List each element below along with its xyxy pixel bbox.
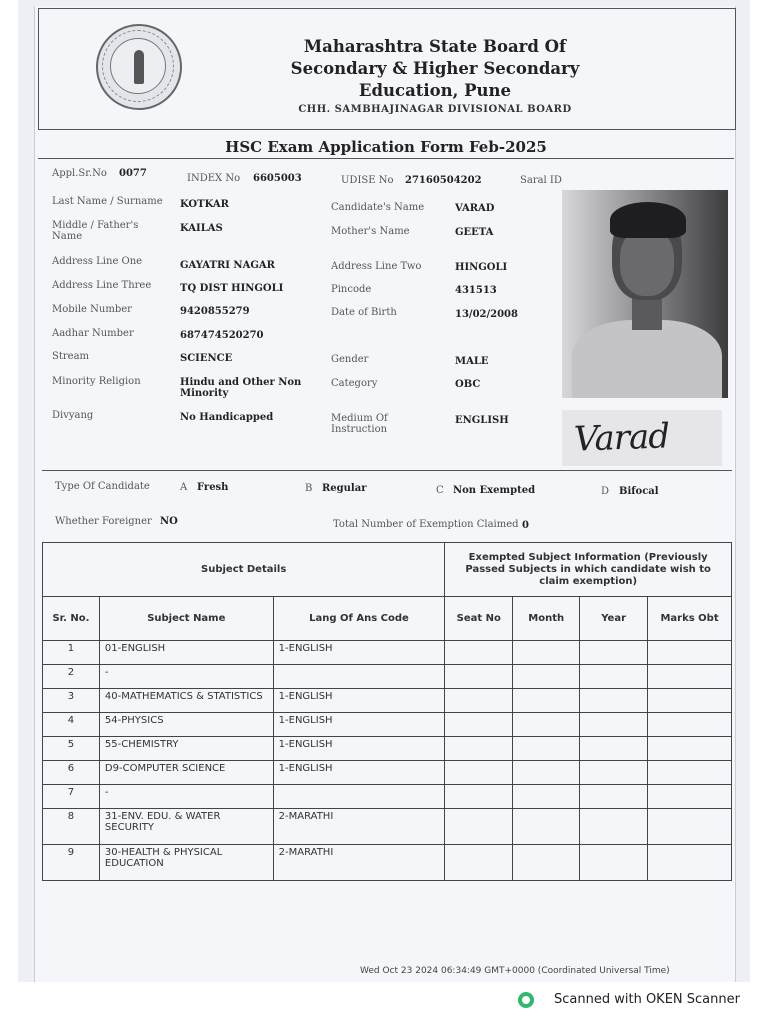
row-subject: D9-COMPUTER SCIENCE — [99, 761, 273, 785]
col-month: Month — [513, 597, 580, 641]
subject-details-header: Subject Details — [43, 543, 445, 597]
row-lang: 1-ENGLISH — [273, 761, 445, 785]
row-subject: 40-MATHEMATICS & STATISTICS — [99, 689, 273, 713]
index-value: 6605003 — [253, 173, 302, 184]
form-title: HSC Exam Application Form Feb-2025 — [225, 138, 547, 156]
type-a-value: Fresh — [197, 482, 229, 493]
board-seal-icon — [96, 24, 182, 110]
row-subject: 31-ENV. EDU. & WATER SECURITY — [99, 809, 273, 845]
type-label: Type Of Candidate — [55, 481, 150, 492]
candidate-signature — [562, 410, 722, 466]
foreigner-value: NO — [160, 516, 178, 527]
row-subject: 54-PHYSICS — [99, 713, 273, 737]
last-name-label: Last Name / Surname — [52, 196, 163, 207]
table-row — [43, 713, 732, 737]
udise-label: UDISE No — [341, 175, 394, 186]
aadhar-label: Aadhar Number — [52, 328, 134, 339]
row-subject: - — [99, 785, 273, 809]
row-lang — [273, 785, 445, 809]
middle-name-label: Middle / Father's Name — [52, 220, 139, 242]
table-row — [43, 761, 732, 785]
row-sr: 6 — [43, 761, 100, 785]
table-row — [43, 641, 732, 665]
title-rule — [38, 158, 734, 159]
row-sr: 5 — [43, 737, 100, 761]
candidate-name-value: VARAD — [455, 203, 495, 214]
saral-label: Saral ID — [520, 175, 562, 186]
medium-label: Medium Of Instruction — [331, 413, 388, 435]
exempted-info-header: Exempted Subject Information (Previously Passed Subjects in which candidate wish to claim exemption) — [445, 543, 732, 597]
col-subject: Subject Name — [99, 597, 273, 641]
row-lang: 1-ENGLISH — [273, 689, 445, 713]
udise-value: 27160504202 — [405, 175, 482, 186]
stream-value: SCIENCE — [180, 353, 233, 364]
table-row — [43, 737, 732, 761]
row-sr: 1 — [43, 641, 100, 665]
pincode-value: 431513 — [455, 285, 497, 296]
col-year: Year — [580, 597, 648, 641]
address2-value: HINGOLI — [455, 262, 508, 273]
division-name: CHH. SAMBHAJINAGAR DIVISIONAL BOARD — [298, 104, 572, 115]
board-line-3: Education, Pune — [358, 81, 512, 100]
row-lang: 2-MARATHI — [273, 845, 445, 881]
aadhar-value: 687474520270 — [180, 330, 264, 341]
subject-table — [42, 542, 732, 881]
row-sr: 9 — [43, 845, 100, 881]
row-lang: 1-ENGLISH — [273, 713, 445, 737]
dob-value: 13/02/2008 — [455, 309, 518, 320]
type-b-key: B — [305, 483, 313, 494]
table-row — [43, 809, 732, 845]
print-timestamp: Wed Oct 23 2024 06:34:49 GMT+0000 (Coordinated Universal Time) — [360, 966, 670, 976]
category-value: OBC — [455, 379, 481, 390]
last-name-value: KOTKAR — [180, 199, 229, 210]
address1-value: GAYATRI NAGAR — [180, 260, 275, 271]
mobile-label: Mobile Number — [52, 304, 132, 315]
scanner-watermark — [518, 990, 768, 1014]
row-sr: 7 — [43, 785, 100, 809]
table-row — [43, 689, 732, 713]
row-sr: 8 — [43, 809, 100, 845]
row-subject: - — [99, 665, 273, 689]
mother-name-value: GEETA — [455, 227, 494, 238]
medium-value: ENGLISH — [455, 415, 509, 426]
candidate-photo — [562, 190, 728, 398]
row-subject: 55-CHEMISTRY — [99, 737, 273, 761]
table-row — [43, 785, 732, 809]
divyang-label: Divyang — [52, 410, 94, 421]
type-c-key: C — [436, 485, 444, 496]
board-line-2: Secondary & Higher Secondary — [290, 59, 580, 78]
exemption-value: 0 — [522, 520, 529, 531]
minority-value: Hindu and Other Non Minority — [180, 377, 302, 399]
row-lang — [273, 665, 445, 689]
appl-label: Appl.Sr.No — [52, 168, 107, 179]
exemption-label: Total Number of Exemption Claimed — [333, 519, 519, 530]
row-sr: 4 — [43, 713, 100, 737]
middle-name-value: KAILAS — [180, 223, 223, 234]
type-c-value: Non Exempted — [453, 485, 536, 496]
address1-label: Address Line One — [52, 256, 143, 267]
gender-label: Gender — [331, 354, 369, 365]
details-rule — [42, 470, 732, 471]
mother-name-label: Mother's Name — [331, 226, 410, 237]
col-seat: Seat No — [445, 597, 513, 641]
table-row — [43, 845, 732, 881]
address2-label: Address Line Two — [331, 261, 422, 272]
row-sr: 2 — [43, 665, 100, 689]
stream-label: Stream — [52, 351, 90, 362]
col-sr: Sr. No. — [43, 597, 100, 641]
address3-value: TQ DIST HINGOLI — [180, 283, 284, 294]
row-lang: 2-MARATHI — [273, 809, 445, 845]
row-lang: 1-ENGLISH — [273, 737, 445, 761]
type-d-value: Bifocal — [619, 486, 659, 497]
address3-label: Address Line Three — [52, 280, 152, 291]
divyang-value: No Handicapped — [180, 412, 274, 423]
type-a-key: A — [180, 482, 188, 493]
row-sr: 3 — [43, 689, 100, 713]
appl-value: 0077 — [119, 168, 147, 179]
row-subject: 01-ENGLISH — [99, 641, 273, 665]
signature-text: Varad — [573, 416, 670, 460]
foreigner-label: Whether Foreigner — [55, 516, 152, 527]
category-label: Category — [331, 378, 378, 389]
table-row — [43, 665, 732, 689]
minority-label: Minority Religion — [52, 376, 141, 387]
candidate-name-label: Candidate's Name — [331, 202, 425, 213]
col-lang: Lang Of Ans Code — [273, 597, 445, 641]
col-marks: Marks Obt — [648, 597, 732, 641]
row-subject: 30-HEALTH & PHYSICAL EDUCATION — [99, 845, 273, 881]
dob-label: Date of Birth — [331, 307, 397, 318]
board-line-1: Maharashtra State Board Of — [303, 37, 567, 56]
type-b-value: Regular — [322, 483, 367, 494]
index-label: INDEX No — [187, 173, 241, 184]
pincode-label: Pincode — [331, 284, 372, 295]
scanner-text: Scanned with OKEN Scanner — [554, 992, 740, 1007]
mobile-value: 9420855279 — [180, 306, 250, 317]
board-name — [250, 36, 620, 102]
row-lang: 1-ENGLISH — [273, 641, 445, 665]
type-d-key: D — [601, 486, 610, 497]
gender-value: MALE — [455, 356, 489, 367]
oken-scanner-icon — [518, 992, 534, 1008]
